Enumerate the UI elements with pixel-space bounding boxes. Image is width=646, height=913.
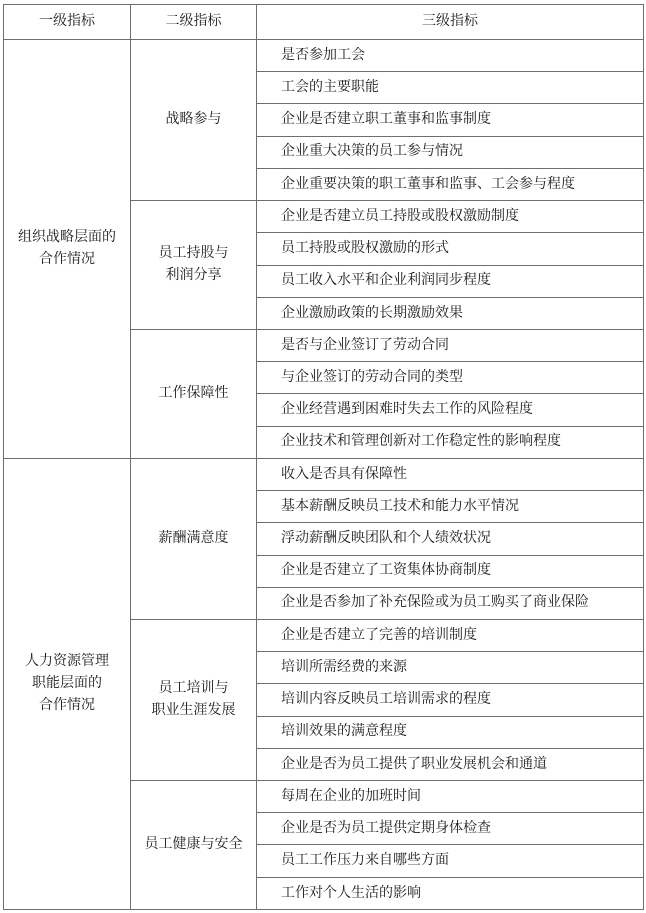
level3-item: 员工持股或股权激励的形式 [257, 233, 644, 265]
level3-item: 浮动薪酬反映团队和个人绩效状况 [257, 523, 644, 555]
level1-label: 组织战略层面的 合作情况 [18, 229, 116, 267]
level2-label: 战略参与 [165, 111, 222, 128]
table-row [4, 40, 644, 72]
level3-item: 企业是否为员工提供定期身体检查 [257, 813, 644, 845]
level3-item: 企业是否建立员工持股或股权激励制度 [257, 201, 644, 233]
level3-item: 企业是否建立职工董事和监事制度 [257, 104, 644, 136]
level3-item: 基本薪酬反映员工技术和能力水平情况 [257, 491, 644, 523]
level3-item: 培训所需经费的来源 [257, 652, 644, 684]
level3-item: 企业是否建立了工资集体协商制度 [257, 555, 644, 587]
level3-item: 员工工作压力来自哪些方面 [257, 845, 644, 877]
level2-label: 工作保障性 [158, 385, 229, 402]
level3-item: 企业重大决策的员工参与情况 [257, 136, 644, 168]
level2-cell [131, 201, 257, 330]
level1-cell [4, 458, 131, 909]
table-body [4, 40, 644, 910]
header-row [4, 5, 644, 40]
level3-item: 企业经营遇到困难时失去工作的风险程度 [257, 394, 644, 426]
level3-item: 企业是否参加了补充保险或为员工购买了商业保险 [257, 587, 644, 619]
header-level3: 三级指标 [257, 5, 644, 40]
level3-item: 企业技术和管理创新对工作稳定性的影响程度 [257, 426, 644, 458]
level3-item: 工会的主要职能 [257, 72, 644, 104]
level3-item: 工作对个人生活的影响 [257, 877, 644, 909]
level3-item: 企业激励政策的长期激励效果 [257, 297, 644, 329]
table-row [4, 458, 644, 490]
level2-label: 员工培训与 职业生涯发展 [151, 680, 236, 718]
level3-item: 员工收入水平和企业利润同步程度 [257, 265, 644, 297]
level2-cell [131, 458, 257, 619]
level3-item: 培训效果的满意程度 [257, 716, 644, 748]
level3-item: 收入是否具有保障性 [257, 458, 644, 490]
level1-cell [4, 40, 131, 459]
level2-cell [131, 781, 257, 910]
level3-item: 企业是否为员工提供了职业发展机会和通道 [257, 748, 644, 780]
header-level2: 二级指标 [131, 5, 257, 40]
level2-label: 薪酬满意度 [158, 530, 229, 547]
level2-cell [131, 40, 257, 201]
level3-item: 企业是否建立了完善的培训制度 [257, 619, 644, 651]
header-level1: 一级指标 [4, 5, 131, 40]
level3-item: 每周在企业的加班时间 [257, 781, 644, 813]
level2-cell [131, 619, 257, 780]
level2-cell [131, 329, 257, 458]
level1-label: 人力资源管理 职能层面的 合作情况 [25, 653, 109, 713]
indicator-table [3, 4, 644, 910]
level2-label: 员工持股与 利润分享 [158, 245, 229, 284]
level2-label: 员工健康与安全 [144, 836, 243, 853]
level3-item: 企业重要决策的职工董事和监事、工会参与程度 [257, 168, 644, 200]
level3-item: 是否参加工会 [257, 40, 644, 72]
level3-item: 与企业签订的劳动合同的类型 [257, 362, 644, 394]
level3-item: 是否与企业签订了劳动合同 [257, 329, 644, 361]
level3-item: 培训内容反映员工培训需求的程度 [257, 684, 644, 716]
